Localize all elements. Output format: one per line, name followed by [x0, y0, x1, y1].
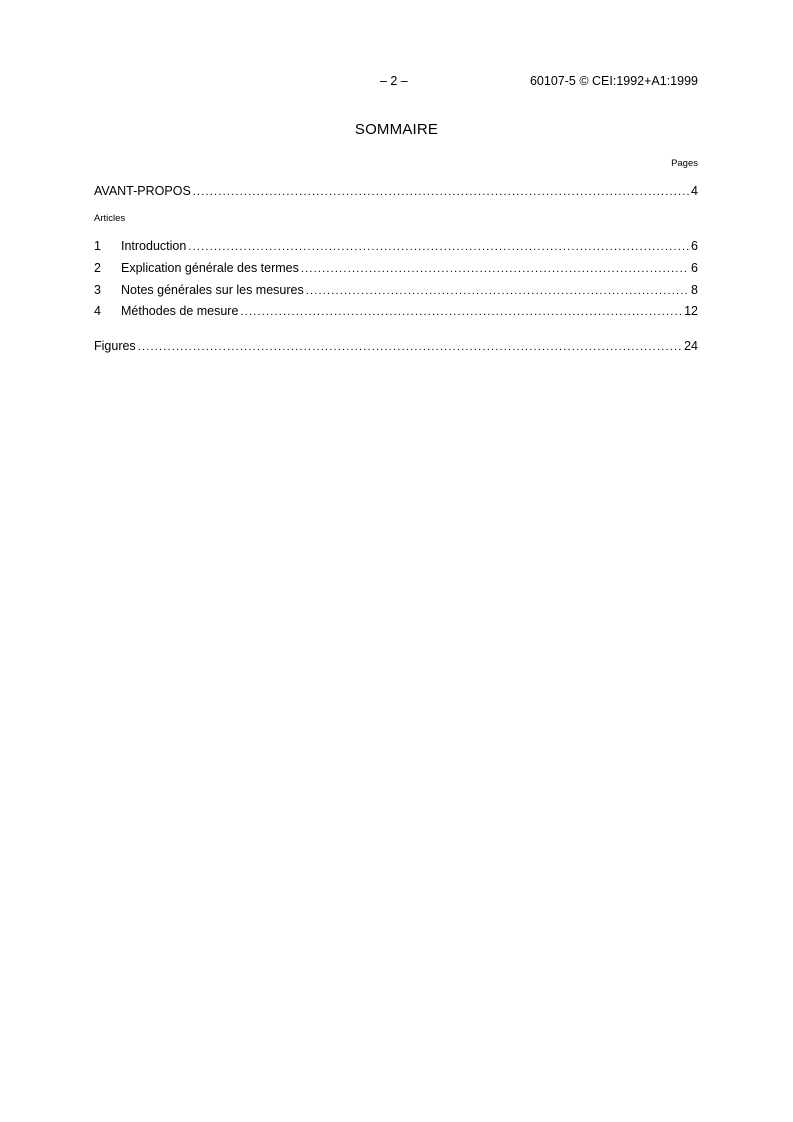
toc-entry-text: AVANT-PROPOS: [94, 184, 191, 198]
toc-entry-article-4[interactable]: [94, 304, 698, 320]
pages-column-label: Pages: [671, 158, 698, 169]
dot-leader: [306, 285, 689, 297]
toc-entry-page: 24: [684, 339, 698, 353]
toc-entry-page: 8: [691, 283, 698, 297]
toc-entry-figures[interactable]: [94, 339, 698, 355]
toc-entry-number: 3: [94, 283, 101, 297]
toc-entry-number: 2: [94, 261, 101, 275]
toc-entry-text: Figures: [94, 339, 136, 353]
toc-entry-page: 4: [691, 184, 698, 198]
page-number: – 2 –: [380, 74, 408, 88]
dot-leader: [188, 241, 689, 253]
toc-entry-number: 1: [94, 239, 101, 253]
toc-entry-article-3[interactable]: [94, 283, 698, 299]
dot-leader: [301, 263, 689, 275]
articles-label: Articles: [94, 213, 126, 224]
toc-entry-text: Explication générale des termes: [121, 261, 299, 275]
toc-title: SOMMAIRE: [354, 121, 439, 138]
toc-entry-page: 12: [684, 304, 698, 318]
toc-entry-foreword[interactable]: [94, 184, 698, 200]
toc-entry-text: Notes générales sur les mesures: [121, 283, 304, 297]
dot-leader: [240, 306, 682, 318]
toc-entry-text: Méthodes de mesure: [121, 304, 239, 318]
toc-entry-page: 6: [691, 239, 698, 253]
toc-entry-number: 4: [94, 304, 101, 318]
toc-entry-article-2[interactable]: [94, 261, 698, 277]
toc-entry-article-1[interactable]: [94, 239, 698, 255]
toc-entry-text: Introduction: [121, 239, 187, 253]
dot-leader: [193, 186, 689, 198]
document-reference: 60107-5 © CEI:1992+A1:1999: [529, 74, 698, 88]
toc-entry-page: 6: [691, 261, 698, 275]
dot-leader: [138, 341, 682, 353]
